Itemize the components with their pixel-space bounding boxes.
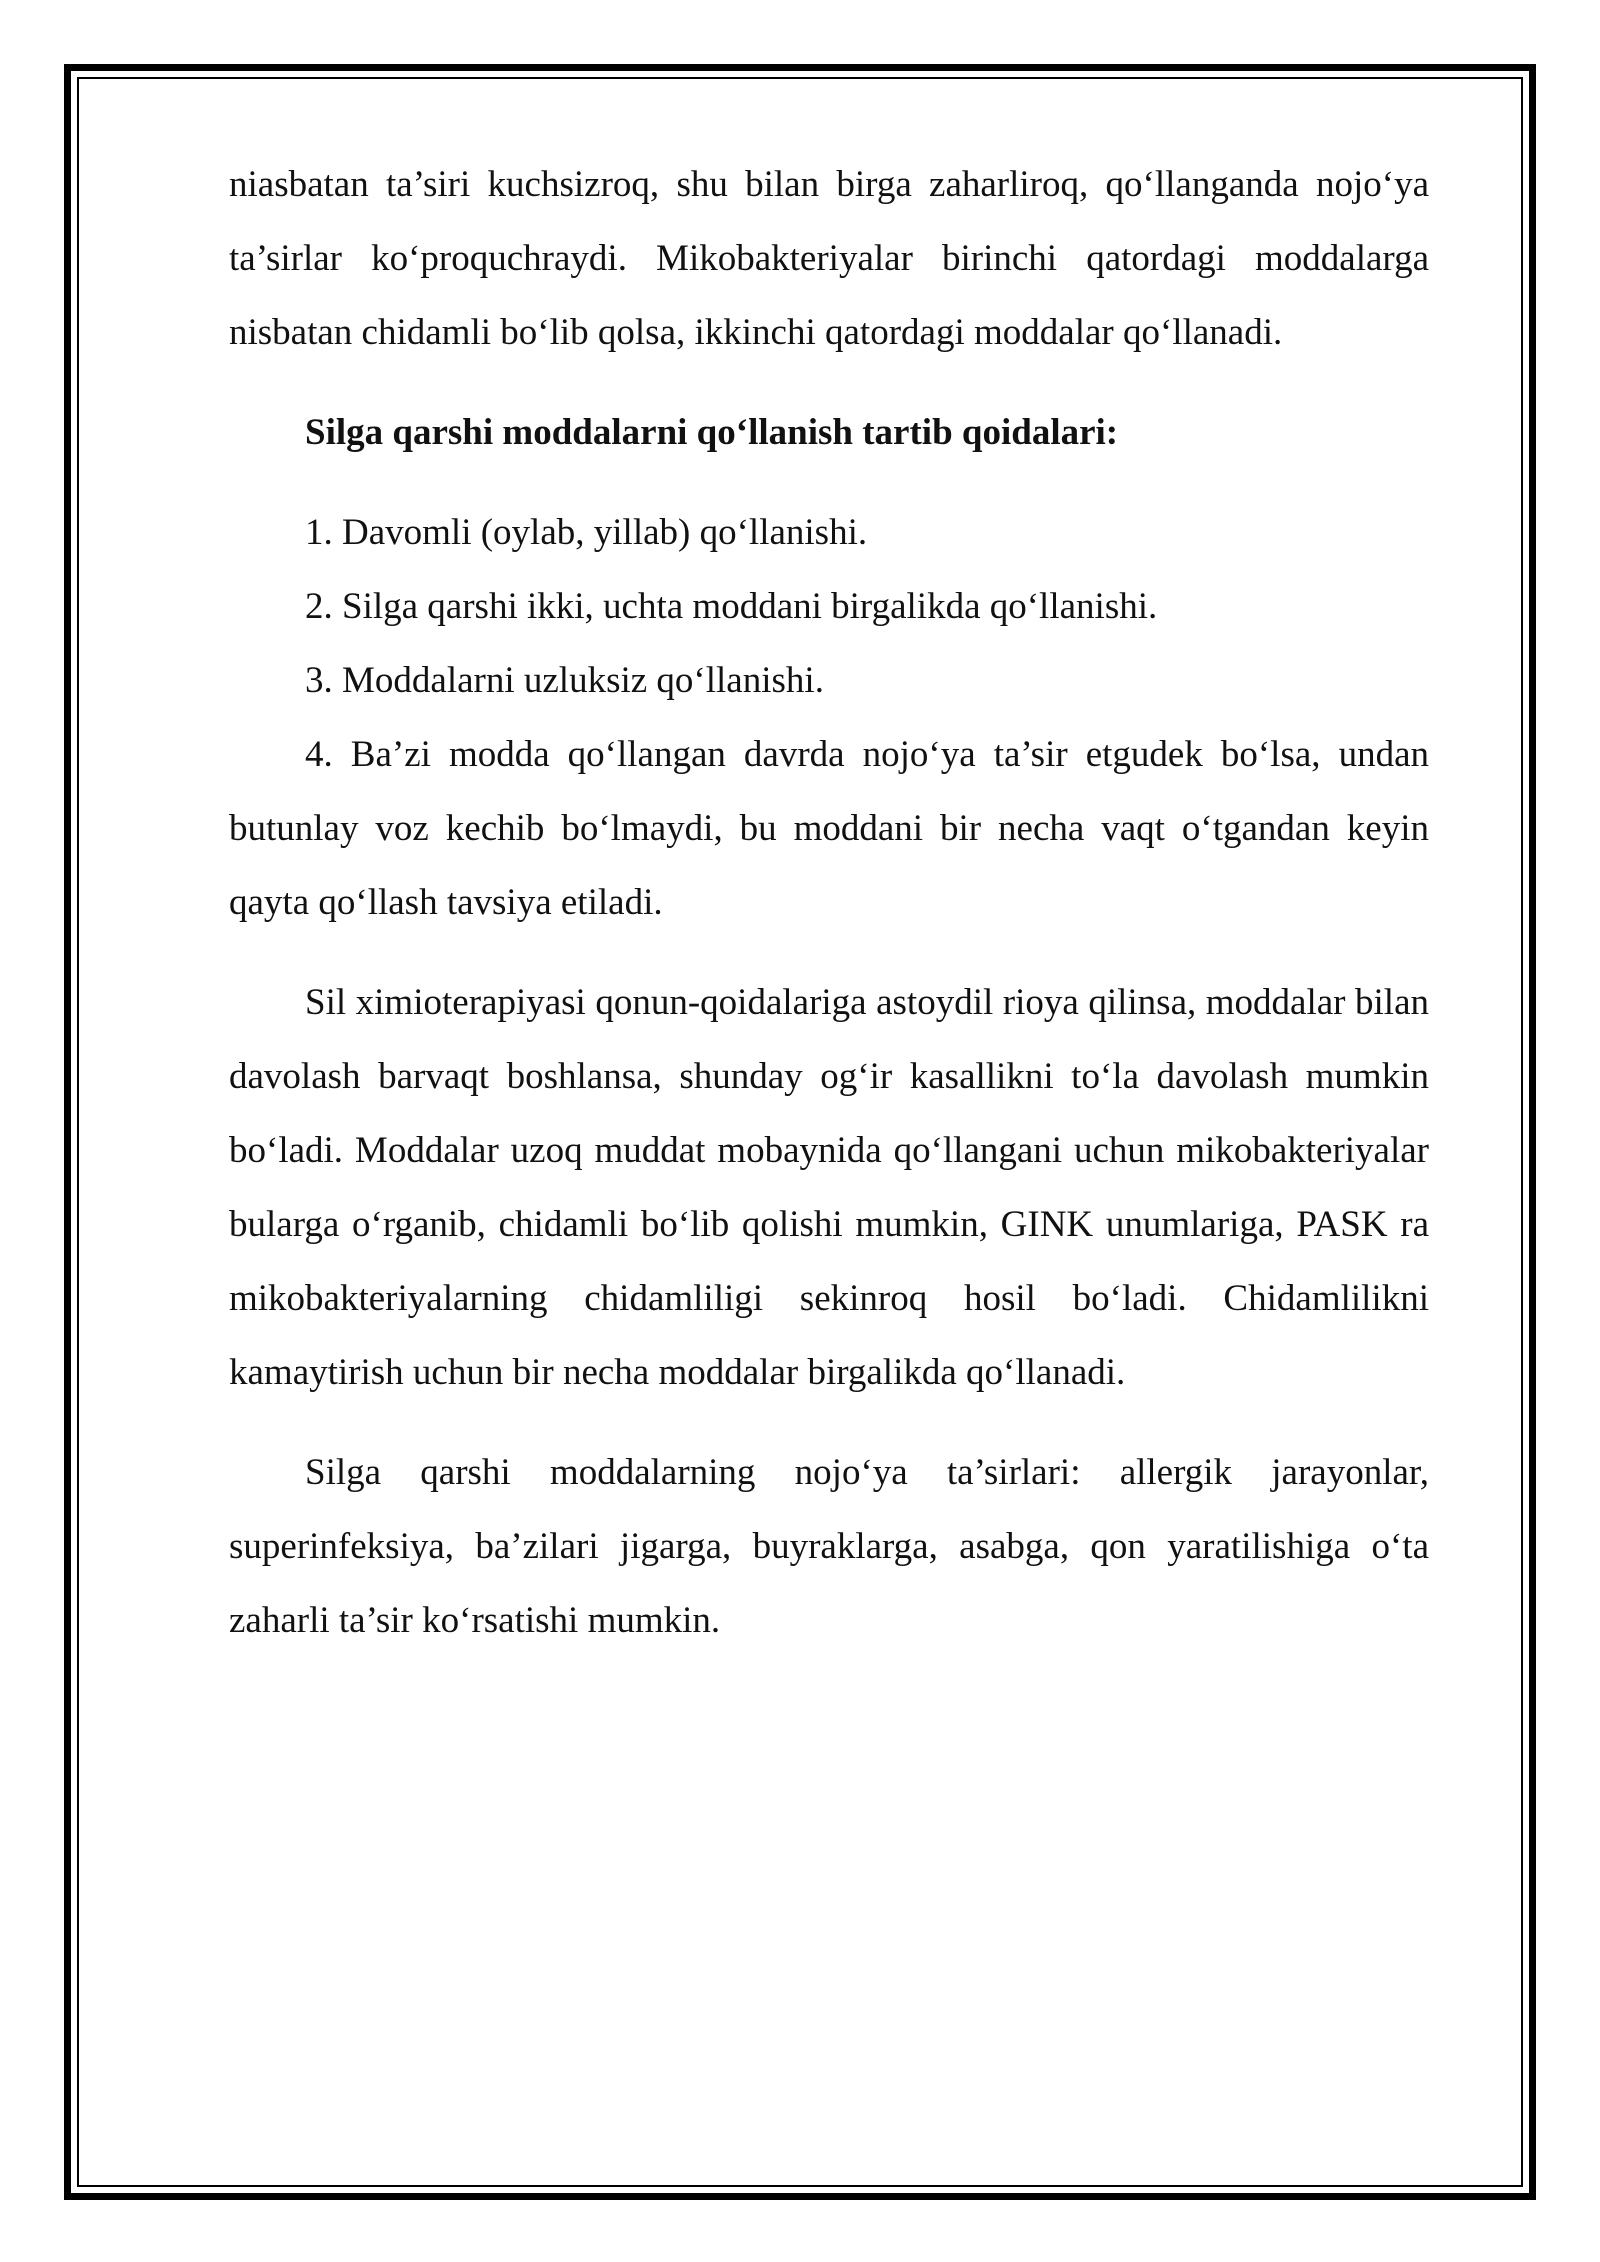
page-content	[229, 148, 1429, 1658]
rule-item-3: 3. Moddalarni uzluksiz qo‘llanishi.	[305, 660, 824, 701]
paragraph-continuation: niasbatan ta’siri kuchsizroq, shu bilan birga zaharliroq, qo‘llanganda nojo‘ya ta’sirlar ko‘proquchraydi. Mikobakteriyalar birinchi qatordagi moddalarga nisbatan chidamli bo‘lib qolsa, ikkinchi qatordagi moddalar qo‘llanadi.	[229, 164, 1429, 353]
paragraph-chemotherapy: Sil ximioterapiyasi qonun-qoidalariga astoydil rioya qilinsa, moddalar bilan davolash barvaqt boshlansa, shunday og‘ir kasallikni to‘la davolash mumkin bo‘ladi. Moddalar uzoq muddat mobaynida qo‘llangani uchun mikobakteriyalar bularga o‘rganib, chidamli bo‘lib qolishi mumkin, GINK unumlariga, PASK ra mikobakteriyalarning chidamliligi sekinroq hosil bo‘ladi. Chidamlilikni kamaytirish uchun bir necha moddalar birgalikda qo‘llanadi.	[229, 982, 1429, 1393]
rule-item-2: 2. Silga qarshi ikki, uchta moddani birgalikda qo‘llanishi.	[305, 586, 1158, 627]
section-heading: Silga qarshi moddalarni qo‘llanish tartib qoidalari:	[305, 412, 1119, 453]
rules-list	[229, 496, 1429, 940]
rule-item-1: 1. Davomli (oylab, yillab) qo‘llanishi.	[305, 512, 868, 553]
rule-item-4: 4. Ba’zi modda qo‘llangan davrda nojo‘ya ta’sir etgudek bo‘lsa, undan butunlay voz kechib bo‘lmaydi, bu moddani bir necha vaqt o‘tgandan keyin qayta qo‘llash tavsiya etiladi.	[229, 734, 1429, 923]
paragraph-side-effects: Silga qarshi moddalarning nojo‘ya ta’sirlari: allergik jarayonlar, superinfeksiya, ba’zilari jigarga, buyraklarga, asabga, qon yaratilishiga o‘ta zaharli ta’sir ko‘rsatishi mumkin.	[229, 1452, 1429, 1641]
